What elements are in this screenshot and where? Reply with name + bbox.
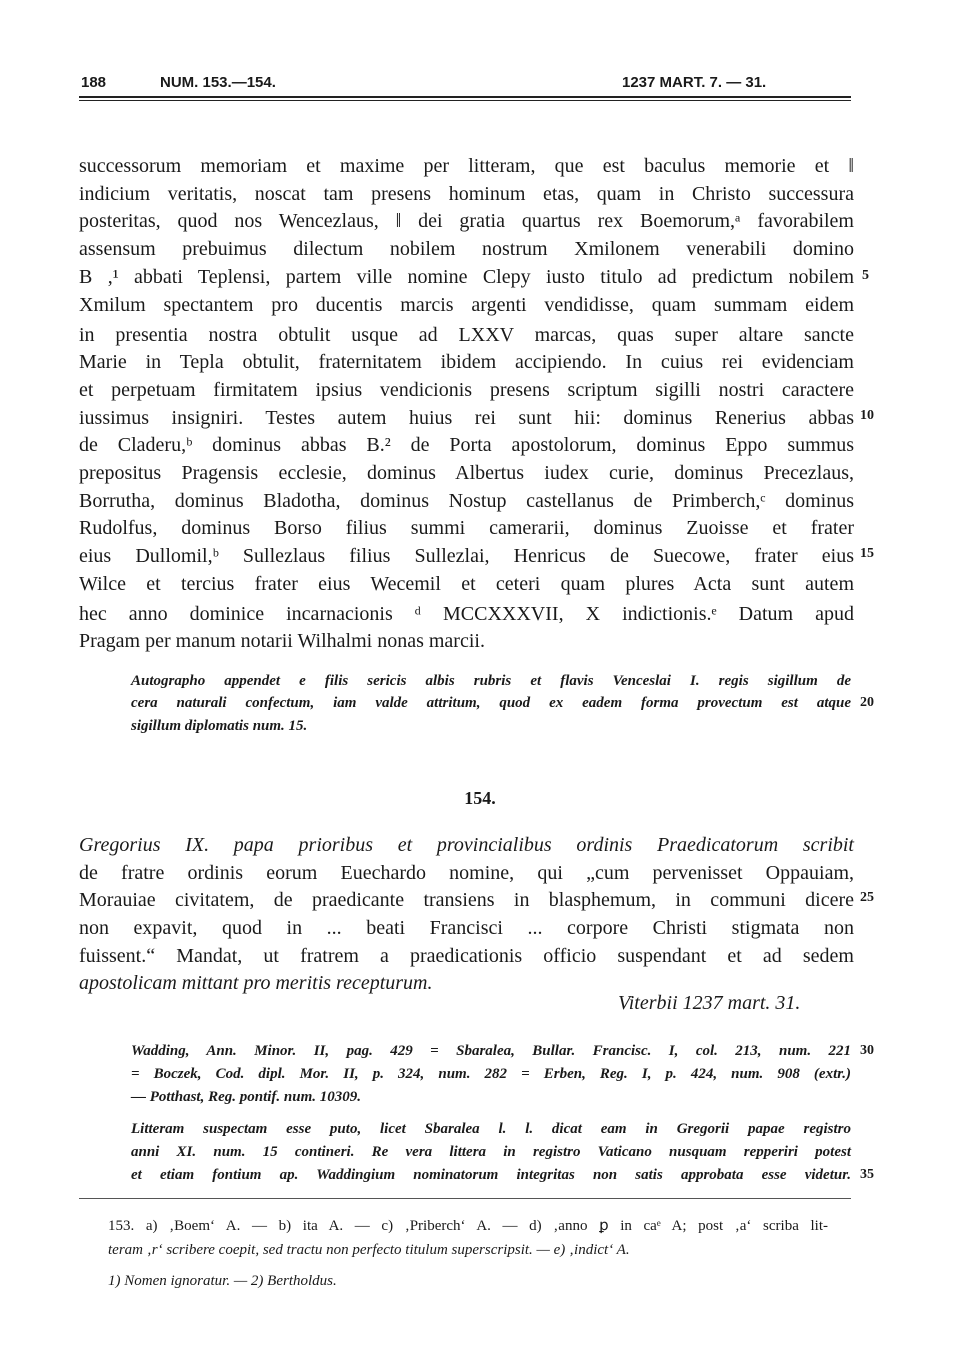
text-line: Rudolfus, dominus Borso filius summi camerarii, dominus Zuoisse et frater	[79, 517, 854, 539]
doc-range: NUM. 153.—154.	[160, 74, 276, 91]
footnote-rule	[79, 1198, 851, 1199]
text-line: Wilce et tercius frater eius Wecemil et ceteri quam plures Acta sunt autem	[79, 573, 854, 595]
regest-line: Gregorius IX. papa prioribus et provincialibus ordinis Praedicatorum scribit	[79, 834, 854, 856]
text-line: hec anno dominice incarnacionis ᵈ MCCXXXVII, X indictionis.ᵉ Datum apud	[79, 603, 854, 625]
line-number: 20	[860, 695, 874, 710]
line-number: 15	[860, 546, 874, 561]
text-line: Xmilum spectantem pro ducentis marcis argenti vendidisse, quam summam eidem	[79, 294, 854, 316]
regest-line: apostolicam mittant pro meritis recepturum.	[79, 972, 433, 994]
text-line: indicium veritatis, noscat tam presens hominum etas, quam in Christo successura	[79, 183, 854, 205]
text-line: Borrutha, dominus Bladotha, dominus Nostup castellanus de Primberch,ᶜ dominus	[79, 490, 854, 512]
note-line: Autographo appendet e filis sericis albis rubris et flavis Venceslai I. regis sigillum de	[131, 673, 851, 689]
note-line: sigillum diplomatis num. 15.	[131, 718, 308, 734]
regest-line: Morauiae civitatem, de praedicante transiens in blasphemum, in communi dicere	[79, 889, 854, 911]
text-line: et perpetuam firmitatem ipsius vendicionis presens scriptum sigilli nostri caractere	[79, 379, 854, 401]
note-line: cera naturali confectum, iam valde attritum, quod ex eadem forma provectum est atque	[131, 695, 851, 711]
header-rule-thick	[79, 96, 851, 98]
note-line: et etiam fontium ap. Waddingium nominatorum integritas non satis approbata esse videtur.	[131, 1167, 851, 1183]
place-date: Viterbii 1237 mart. 31.	[618, 992, 801, 1014]
doc154-number: 154.	[464, 788, 496, 808]
date-range: 1237 MART. 7. — 31.	[622, 74, 767, 91]
text-line: iussimus insigniri. Testes autem huius rei sunt hii: dominus Renerius abbas	[79, 407, 854, 429]
regest-line: fuissent.“ Mandat, ut fratrem a praedicationis officio suspendant et ad sedem	[79, 945, 854, 967]
text-line: prepositus Pragensis ecclesie, dominus Albertus iudex curie, dominus Precezlaus,	[79, 462, 854, 484]
line-number: 25	[860, 890, 874, 905]
footnote-line: 1) Nomen ignoratur. — 2) Bertholdus.	[108, 1273, 337, 1289]
line-number: 10	[860, 408, 874, 423]
page-number: 188	[81, 74, 107, 91]
line-number: 5	[862, 268, 869, 283]
line-number: 30	[860, 1043, 874, 1058]
text-line: B ,¹ abbati Teplensi, partem ville nomine Clepy iusto titulo ad predictum nobilem	[79, 266, 854, 288]
note-line: = Boczek, Cod. dipl. Mor. II, p. 324, num. 282 = Erben, Reg. I, p. 424, num. 908 (extr.)	[131, 1066, 851, 1082]
text-line: de Claderu,ᵇ dominus abbas B.² de Porta apostolorum, dominus Eppo summus	[79, 434, 854, 456]
note-line: Litteram suspectam esse puto, licet Sbaralea l. l. dicat eam in Gregorii papae registro	[131, 1121, 851, 1137]
note-line: — Potthast, Reg. pontif. num. 10309.	[131, 1089, 362, 1105]
text-line: in presentia nostra obtulit usque ad LXXV marcas, quas super altare sancte	[79, 324, 854, 346]
note-line: Wadding, Ann. Minor. II, pag. 429 = Sbaralea, Bullar. Francisc. I, col. 213, num. 221	[131, 1043, 851, 1059]
note-line: anni XI. num. 15 contineri. Re vera littera in registro Vaticano nusquam repperiri potest	[131, 1144, 851, 1160]
footnote-line: teram ‚r‘ scribere coepit, sed tractu non perfecto titulum superscripsit. — e) ‚indict‘ A.	[108, 1242, 630, 1258]
regest-line: de fratre ordinis eorum Euechardo nomine, qui „cum pervenisset Oppauiam,	[79, 862, 854, 884]
text-line: posteritas, quod nos Wencezlaus, ‖ dei gratia quartus rex Boemorum,ᵃ favorabilem	[79, 210, 854, 232]
text-line: assensum prebuimus dilectum nobilem nostrum Xmilonem venerabili domino	[79, 238, 854, 260]
regest-line: non expavit, quod in ... beati Francisci ... corpore Christi stigmata non	[79, 917, 854, 939]
line-number: 35	[860, 1167, 874, 1182]
footnote-line: 153. a) ‚Boem‘ A. — b) ita A. — c) ‚Priberch‘ A. — d) ‚anno ꝑ in caᵉ A; post ‚a‘ scriba lit-	[108, 1218, 828, 1234]
header-rule-thin	[79, 100, 851, 101]
text-line: successorum memoriam et maxime per litteram, que est baculus memorie et ‖	[79, 155, 854, 177]
text-line: Marie in Tepla obtulit, fraternitatem ibidem accipiendo. In cuius rei evidenciam	[79, 351, 854, 373]
text-line: eius Dullomil,ᵇ Sullezlaus filius Sullezlai, Henricus de Suecowe, frater eius	[79, 545, 854, 567]
text-line: Pragam per manum notarii Wilhalmi nonas marcii.	[79, 630, 485, 652]
